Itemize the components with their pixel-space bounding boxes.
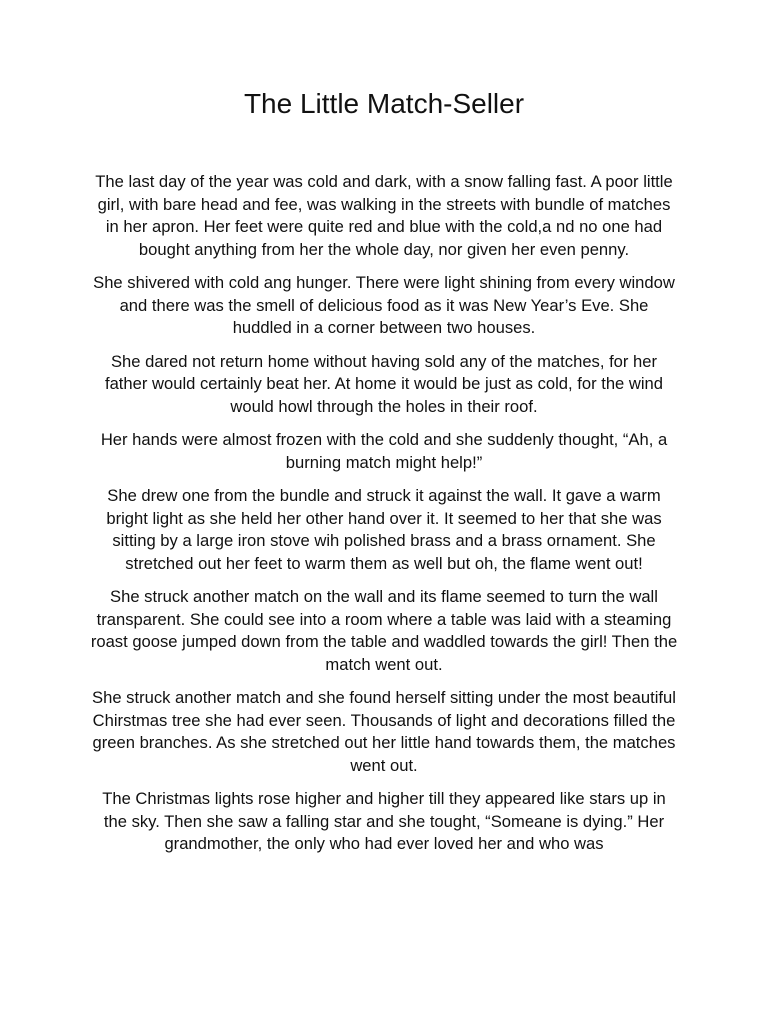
paragraph-7: She struck another match and she found herself sitting under the most beautiful Chirstmas tree she had ever seen. Thousands of light and decorations filled the green branches. As she stretched out her little hand towards them, the matches went out.	[92, 688, 676, 775]
paragraph-6: She struck another match on the wall and its flame seemed to turn the wall transparent. She could see into a room where a table was laid with a steaming roast goose jumped down from the table and waddled towards the girl! Then the match went out.	[90, 587, 678, 674]
paragraph-4: Her hands were almost frozen with the cold and she suddenly thought, “Ah, a burning match might help!”	[100, 430, 668, 472]
paragraph-8: The Christmas lights rose higher and higher till they appeared like stars up in the sky. Then she saw a falling star and she tought, “Someane is dying.” Her grandmother, the only who had ever loved her and who was	[102, 789, 666, 853]
paragraph-1: The last day of the year was cold and dark, with a snow falling fast. A poor little girl, with bare head and fee, was walking in the streets with bundle of matches in her apron. Her feet were quite red and blue with the cold,a nd no one had bought anything from her the whole day, nor given her even penny.	[95, 172, 673, 259]
paragraph-3: She dared not return home without having sold any of the matches, for her father would certainly beat her. At home it would be just as cold, for the wind would howl through the holes in their roof.	[104, 351, 664, 416]
document-body	[90, 171, 678, 867]
paragraph-5: She drew one from the bundle and struck it against the wall. It gave a warm bright light as she held her other hand over it. It seemed to her that she was sitting by a large iron stove wih polished brass and a brass ornament. She stretched out her feet to warm them as well but oh, the flame went out!	[106, 486, 662, 573]
document-title: The Little Match-Seller	[243, 88, 525, 119]
paragraph-2: She shivered with cold ang hunger. There were light shining from every window and there was the smell of delicious food as it was New Year’s Eve. She huddled in a corner between two houses.	[93, 273, 675, 337]
